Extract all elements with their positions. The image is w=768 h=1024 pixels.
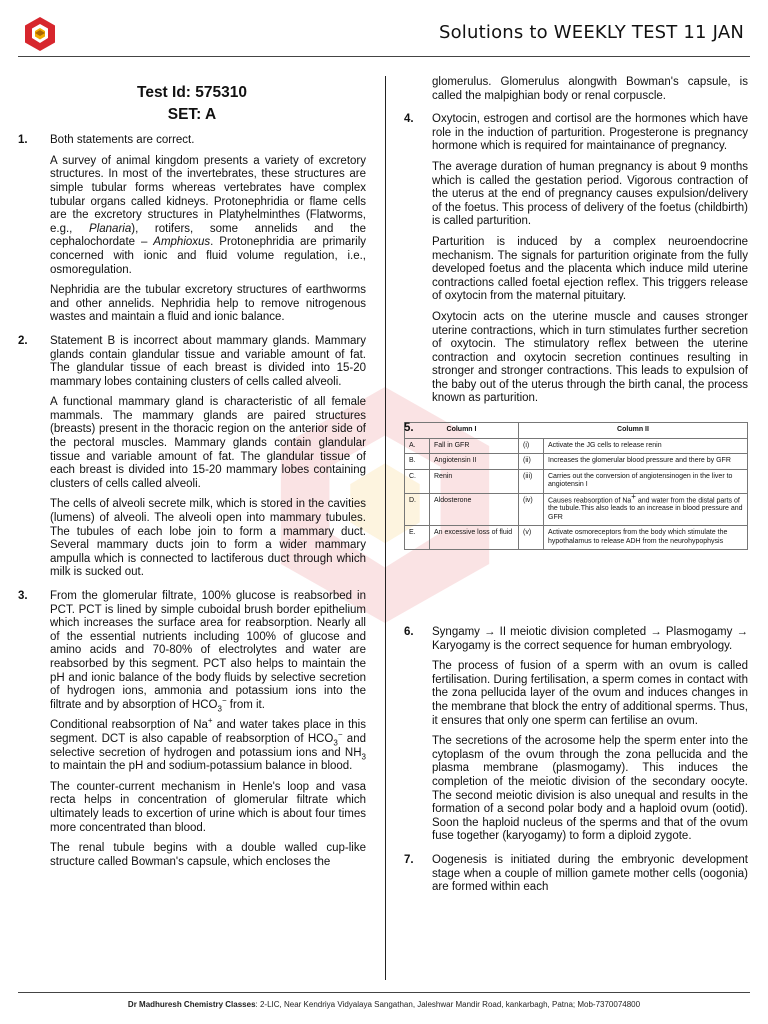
solution-2 [18, 335, 366, 580]
table-row: D. Aldosterone (iv) Causes reabsorption of Na+ and water from the distal parts of the tubule.This also leads to an increase in blood pressure and GFR [405, 493, 748, 526]
solution-3 [18, 590, 366, 869]
solution-4 [404, 113, 748, 406]
brand-logo-icon [22, 16, 58, 52]
paragraph: Oogenesis is initiated during the embryonic development stage when a couple of million gamete mother cells (oogonia) are formed within each [432, 853, 748, 894]
footer-divider [18, 992, 750, 993]
solution-5 [404, 422, 748, 612]
test-set: SET: A [167, 105, 217, 123]
paragraph: Nephridia are the tubular excretory structures of earthworms and other annelids. Nephridia help to remove nitrogenous wastes and maintain a fluid and ionic balance. [50, 284, 366, 324]
left-column [18, 76, 366, 879]
paragraph: The secretions of the acrosome help the sperm enter into the cytoplasm of the ovum through the zona pellucida and the plasma membrane (plasmogamy). This induces the completion of the meiotic division of the secondary oocyte. The second meiotic division is also unequal and results in the formation of a second polar body and a haploid ovum (ootid). Soon the haploid nucleus of the sperms and that of the ovum fuse together (karyogamy) to form a diploid zygote. [432, 735, 748, 843]
column-header: Column II [519, 423, 748, 439]
paragraph: Parturition is induced by a complex neuroendocrine mechanism. The signals for parturition originate from the fully developed foetus and the placenta which induce mild uterine contractions called foetal ejection reflex. This triggers release of oxytocin from the maternal pituitary. [432, 235, 748, 303]
footer-address: : 2-LIC, Near Kendriya Vidyalaya Sangathan, Jaleshwar Mandir Road, kankarbagh, Patna; Mob-7370074800 [255, 1000, 641, 1009]
solution-7 [404, 854, 748, 895]
question-number: 7. [404, 853, 414, 866]
paragraph: Oxytocin, estrogen and cortisol are the hormones which have role in the induction of parturition. Progesterone is pregnancy hormone which is required for maintainance of pregnancy. [432, 113, 748, 153]
question-number: 3. [18, 590, 28, 602]
solution-6 [404, 626, 748, 844]
question-number: 6. [404, 626, 414, 639]
question-number: 2. [18, 334, 28, 347]
header-title: Solutions to WEEKLY TEST 11 JAN [438, 22, 744, 43]
paragraph: A functional mammary gland is characteristic of all female mammals. The mammary glands are paired structures (breasts) present in the thoracic region on the anterior side of the pectoral muscles. Mammary glands contain glandular tissue and variable amount of fat. The glandular tissue of each breast is divided into 15-20 mammary lobes containing clusters of cells called alveoli. [50, 396, 366, 490]
footer [0, 1000, 768, 1009]
paragraph: Oxytocin acts on the uterine muscle and causes stronger uterine contractions, which in turn stimulates further secretion of oxytocin. The stimulatory reflex between the uterine contraction and oxytocin secretion continues resulting in stronger and stronger contractions. This leads to expulsion of the baby out of the uterus through the birth canal, the process known as parturition. [432, 310, 748, 405]
paragraph: From the glomerular filtrate, 100% glucose is reabsorbed in PCT. PCT is lined by simple cuboidal brush border epithelium which increases the surface area for reabsorption. Nearly all of the essential nutrients including 100% of glucose and amino acids and 70-80% of electrolytes and water are reabsorbed by this segment. PCT also helps to maintain the pH and ionic balance of the body fluids by selective secretion of hydrogen ions, ammonia and potassium ions into the filtrate and by absorption of $HCO_3^-$ from it. [50, 590, 366, 714]
paragraph: The counter-current mechanism in Henle's loop and vasa recta helps in concentration of glomerular filtrate which ultimately leads to excertion of urine which is about four times more concentrated than blood. [50, 780, 366, 834]
paragraph: Conditional reabsorption of Na+ and water takes place in this segment. DCT is also capable of reabsorption of $HCO_3^-$ and selective secretion of hydrogen and potassium ions and $NH_3$ to maintain the pH and sodium-potassium balance in blood. [50, 716, 366, 773]
paragraph: Syngamy → II meiotic division completed → Plasmogamy → Karyogamy is the correct sequence for human embryology. [432, 626, 748, 652]
footer-brand: Dr Madhuresh Chemistry Classes [127, 1000, 256, 1009]
table-row: C. Renin (iii) Carries out the conversion of angiotensinogen in the liver to angiotensin I [405, 469, 748, 493]
question-number: 5. [404, 422, 414, 435]
question-number: 1. [18, 134, 28, 147]
solution-1 [18, 134, 366, 325]
match-table [404, 422, 748, 550]
test-id: Test Id: 575310 [137, 84, 247, 101]
table-row: E. An excessive loss of fluid (v) Activate osmoreceptors from the body which stimulate the hypothalamus to release ADH from the neurohypophysis [405, 526, 748, 550]
paragraph: A survey of animal kingdom presents a variety of excretory structures. In most of the invertebrates, these structures are simple tubular forms whereas vertebrates have complex tubular organs called kidneys. Protonephridia or flame cells are the excretory structures in Platyhelminthes (Flatworms, e.g., Planaria), rotifers, some annelids and the cephalochordate – Amphioxus. Protonephridia are primarily concerned with ionic and fluid volume regulation, i.e., osmoregulation. [50, 154, 366, 276]
table-row: B. Angiotensin II (ii) Increases the glomerular blood pressure and there by GFR [405, 454, 748, 470]
paragraph: The average duration of human pregnancy is about 9 months which is called the gestation period. Vigorous contraction of the uterus at the end of pregnancy causes expulsion/delivery of the foetus. This process of delivery of the foetus (childbirth) is called parturition. [432, 160, 748, 228]
table-row: A. Fall in GFR (i) Activate the JG cells to release renin [405, 438, 748, 454]
solution-3-continued [404, 76, 748, 103]
table-header-row [405, 423, 748, 439]
column-header: Column I [405, 423, 519, 439]
header-divider [18, 56, 750, 57]
paragraph: Statement B is incorrect about mammary glands. Mammary glands contain glandular tissue and variable amount of fat. The glandular tissue of each breast is divided into 15-20 mammary lobes containing clusters of cells called alveoli. [50, 334, 366, 388]
paragraph: The renal tubule begins with a double walled cup-like structure called Bowman's capsule, which encloses the [50, 842, 366, 868]
paragraph: The cells of alveoli secrete milk, which is stored in the cavities (lumens) of alveoli. The alveoli open into mammary tubules. The tubules of each lobe join to form a mammary duct. Several mammary ducts join to form a wider mammary ampulla which is connected to lactiferous duct through which milk is sucked out. [50, 498, 366, 579]
column-divider [385, 76, 386, 980]
paragraph: The process of fusion of a sperm with an ovum is called fertilisation. During fertilisation, a sperm comes in contact with the zona pellucida layer of the ovum and induces changes in the membrane that block the entry of additional sperms. Thus, it ensures that only one sperm can fertilise an ovum. [432, 660, 748, 727]
paragraph: Both statements are correct. [50, 134, 195, 147]
paragraph: glomerulus. Glomerulus alongwith Bowman's capsule, is called the malpighian body or renal corpuscle. [432, 76, 748, 102]
question-number: 4. [404, 113, 414, 126]
right-column [404, 76, 748, 905]
